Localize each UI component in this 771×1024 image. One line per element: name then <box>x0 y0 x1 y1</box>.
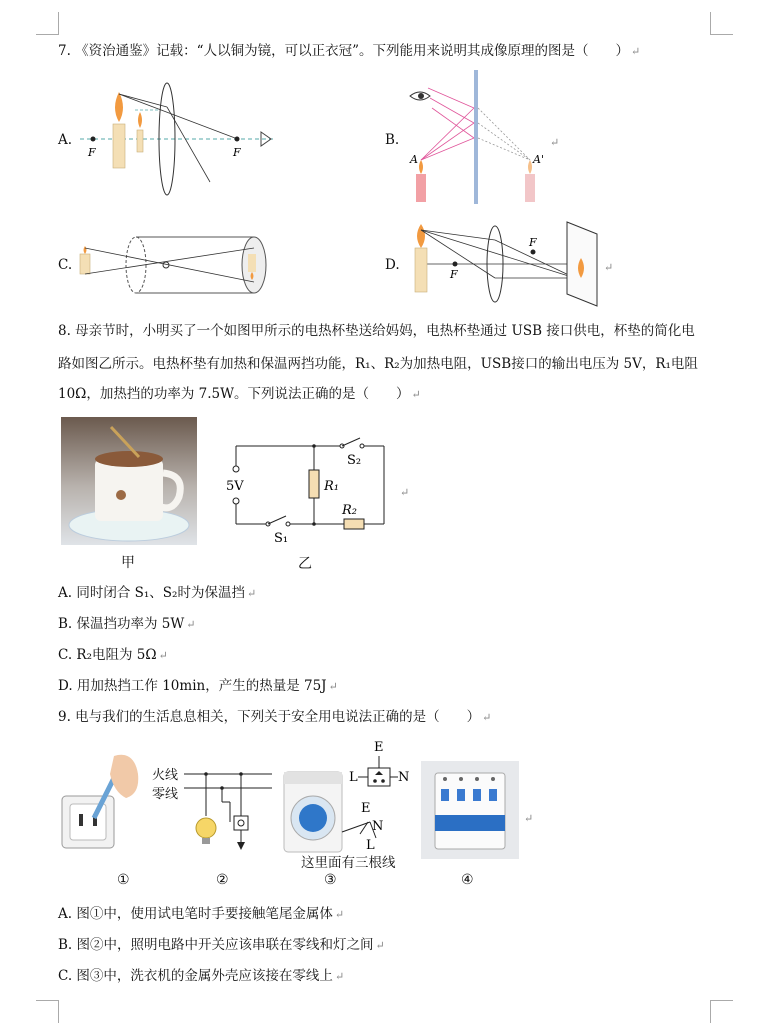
q7-option-c-label: C. <box>58 257 73 273</box>
corner-mark-top-right <box>710 12 733 35</box>
q7-option-d-diagram <box>405 218 610 310</box>
lighting-circuit-figure <box>184 766 276 856</box>
q8-option-c: C. R₂电阻为 5Ω ↵ <box>58 647 168 663</box>
corner-mark-bottom-left <box>36 1000 59 1023</box>
focus-bottom-label: F <box>450 268 458 281</box>
q8-stem-line-2: 路如图乙所示。电热杯垫有加热和保温两挡功能，R₁、R₂为加热电阻，USB接口的输出电压为 5V，R₁电阻 <box>58 356 698 372</box>
figure-yi-label: 乙 <box>298 556 312 572</box>
q9-option-b: B. 图②中，照明电路中开关应该串联在零线和灯之间 ↵ <box>58 937 385 953</box>
q7-stem: 7. 《资治通鉴》记载：“人以铜为镜，可以正衣冠”。下列能用来说明其成像原理的图是（ ） ↵ <box>58 43 641 59</box>
q8-stem-line-3: 10Ω，加热挡的功率为 7.5W。下列说法正确的是（ ） ↵ <box>58 386 421 402</box>
r2-label: R₂ <box>342 503 357 518</box>
corner-mark-top-left <box>36 12 59 35</box>
image-label: A' <box>533 153 544 166</box>
voltage-label: 5V <box>226 479 244 494</box>
q9-option-a: A. 图①中，使用试电笔时手要接触笔尾金属体 ↵ <box>58 906 345 922</box>
washing-machine-figure <box>280 738 420 866</box>
focus-top-label: F <box>529 236 537 249</box>
focus-left-label: F <box>88 146 96 159</box>
s2-label: S₂ <box>347 453 362 468</box>
s1-label: S₁ <box>274 531 289 546</box>
q8-option-b: B. 保温挡功率为 5W ↵ <box>58 616 196 632</box>
cord-n-label: N <box>372 819 384 834</box>
test-pen-figure <box>58 752 143 852</box>
figure-number-4: ④ <box>461 872 474 888</box>
q7-option-b-label: B. <box>385 132 400 148</box>
live-wire-label: 火线 <box>152 768 179 783</box>
figure-number-2: ② <box>216 872 229 888</box>
q8-option-d: D. 用加热挡工作 10min，产生的热量是 75J ↵ <box>58 678 338 694</box>
cord-e-label: E <box>361 801 371 816</box>
corner-mark-bottom-right <box>710 1000 733 1023</box>
plug-e-label: E <box>374 740 384 755</box>
circuit-diagram <box>222 434 392 546</box>
object-label: A <box>410 153 418 166</box>
q7-option-d-label: D. <box>385 257 400 273</box>
figure-jia-label: 甲 <box>121 555 135 571</box>
figure-number-3: ③ <box>324 872 337 888</box>
focus-right-label: F <box>233 146 241 159</box>
cup-warmer-photo <box>61 417 197 545</box>
q7-option-a-label: A. <box>58 132 73 148</box>
plug-n-label: N <box>398 770 410 785</box>
figure-number-1: ① <box>117 872 130 888</box>
r1-label: R₁ <box>324 479 339 494</box>
resistor-r1 <box>309 470 319 498</box>
q9-stem: 9. 电与我们的生活息息相关，下列关于安全用电说法正确的是（ ） ↵ <box>58 709 492 725</box>
neutral-wire-label: 零线 <box>152 787 179 802</box>
q8-stem-line-1: 8. 母亲节时，小明买了一个如图甲所示的电热杯垫送给妈妈，电热杯垫通过 USB 接口供电，杯垫的简化电 <box>58 323 695 339</box>
circuit-breaker-figure <box>421 761 519 859</box>
q7-option-c-diagram <box>76 232 276 298</box>
cord-l-label: L <box>366 838 375 853</box>
resistor-r2 <box>344 519 364 529</box>
plug-l-label: L <box>349 770 358 785</box>
three-wires-note: 这里面有三根线 <box>301 855 396 871</box>
q9-option-c: C. 图③中，洗衣机的金属外壳应该接在零线上 ↵ <box>58 968 345 984</box>
q8-option-a: A. 同时闭合 S₁、S₂时为保温挡 ↵ <box>58 585 257 601</box>
q7-option-a-diagram <box>75 82 285 202</box>
